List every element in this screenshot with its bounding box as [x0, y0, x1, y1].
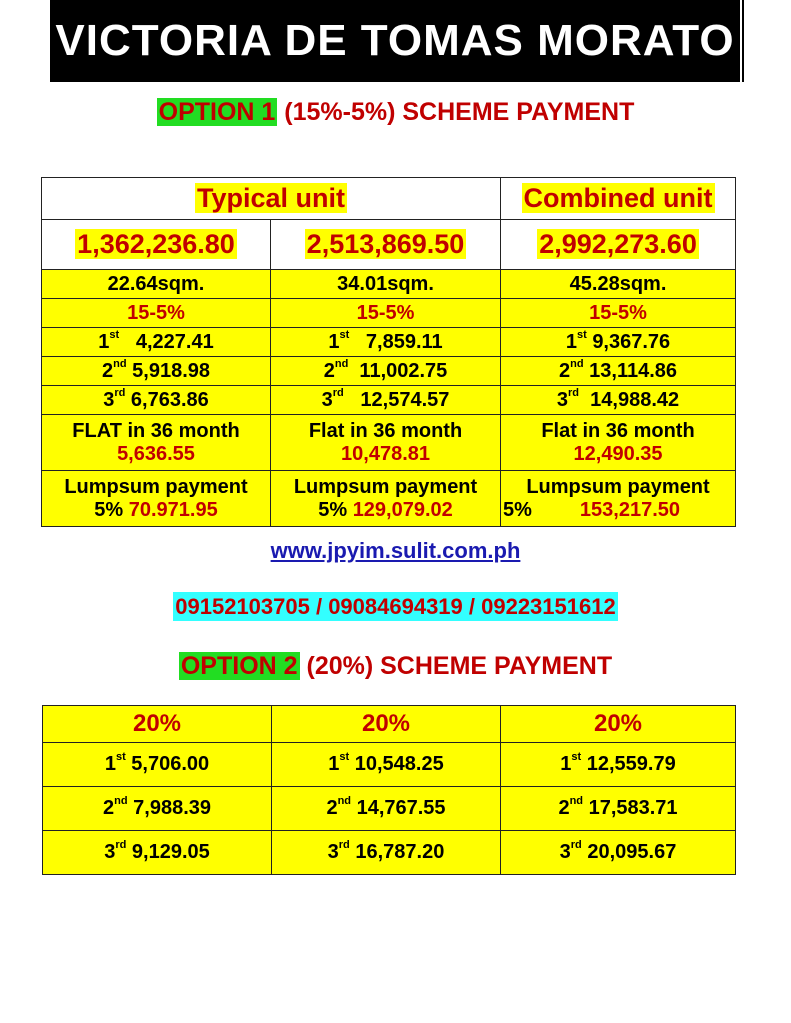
area-cell: 34.01sqm. — [271, 270, 501, 299]
pct-cell: 15-5% — [501, 299, 736, 328]
third-payment-cell: 3rd 6,763.86 — [42, 386, 271, 415]
first-payment-cell: 1st 7,859.11 — [271, 328, 501, 357]
price-cell: 1,362,236.80 — [42, 220, 271, 270]
second-payment-cell: 2nd 17,583.71 — [501, 787, 736, 831]
option2-table — [42, 705, 736, 875]
price-cell: 2,992,273.60 — [501, 220, 736, 270]
lumpsum-cell: Lumpsum payment 5% 70.971.95 — [42, 471, 271, 527]
third-payment-cell: 3rd 12,574.57 — [271, 386, 501, 415]
pct-header: 20% — [501, 706, 736, 743]
first-payment-cell: 1st 4,227.41 — [42, 328, 271, 357]
website-line — [0, 538, 791, 564]
first-payment-cell: 1st 12,559.79 — [501, 743, 736, 787]
lumpsum-cell: Lumpsum payment 5% 129,079.02 — [271, 471, 501, 527]
second-payment-cell: 2nd 11,002.75 — [271, 357, 501, 386]
second-payment-cell: 2nd 13,114.86 — [501, 357, 736, 386]
flat-cell: Flat in 36 month 10,478.81 — [271, 415, 501, 471]
option1-table — [41, 177, 736, 527]
first-payment-cell: 1st 5,706.00 — [43, 743, 272, 787]
title-bar-edge — [742, 0, 744, 82]
third-payment-cell: 3rd 20,095.67 — [501, 831, 736, 875]
title-bar — [50, 0, 740, 82]
second-payment-cell: 2nd 7,988.39 — [43, 787, 272, 831]
second-payment-cell: 2nd 5,918.98 — [42, 357, 271, 386]
typical-unit-header: Typical unit — [42, 178, 501, 220]
pct-cell: 15-5% — [271, 299, 501, 328]
phone-numbers: 09152103705 / 09084694319 / 09223151612 — [175, 594, 616, 619]
first-payment-cell: 1st 10,548.25 — [272, 743, 501, 787]
option2-label: OPTION 2 — [180, 652, 298, 680]
first-payment-cell: 1st 9,367.76 — [501, 328, 736, 357]
option1-scheme: (15%-5%) SCHEME PAYMENT — [284, 98, 635, 126]
website-link[interactable]: www.jpyim.sulit.com.ph — [270, 538, 521, 563]
combined-unit-header: Combined unit — [501, 178, 736, 220]
third-payment-cell: 3rd 16,787.20 — [272, 831, 501, 875]
phones-line — [0, 594, 791, 620]
flat-cell: Flat in 36 month 12,490.35 — [501, 415, 736, 471]
second-payment-cell: 2nd 14,767.55 — [272, 787, 501, 831]
third-payment-cell: 3rd 9,129.05 — [43, 831, 272, 875]
lumpsum-cell: Lumpsum payment 5% 153,217.50 — [501, 471, 736, 527]
option1-heading — [0, 98, 791, 127]
third-payment-cell: 3rd 14,988.42 — [501, 386, 736, 415]
pct-header: 20% — [43, 706, 272, 743]
option2-heading — [0, 652, 791, 681]
pct-cell: 15-5% — [42, 299, 271, 328]
area-cell: 45.28sqm. — [501, 270, 736, 299]
price-cell: 2,513,869.50 — [271, 220, 501, 270]
option1-label: OPTION 1 — [158, 98, 276, 126]
area-cell: 22.64sqm. — [42, 270, 271, 299]
option2-scheme: (20%) SCHEME PAYMENT — [306, 652, 613, 680]
flat-cell: FLAT in 36 month 5,636.55 — [42, 415, 271, 471]
page-title: VICTORIA DE TOMAS MORATO — [55, 16, 735, 65]
pct-header: 20% — [272, 706, 501, 743]
